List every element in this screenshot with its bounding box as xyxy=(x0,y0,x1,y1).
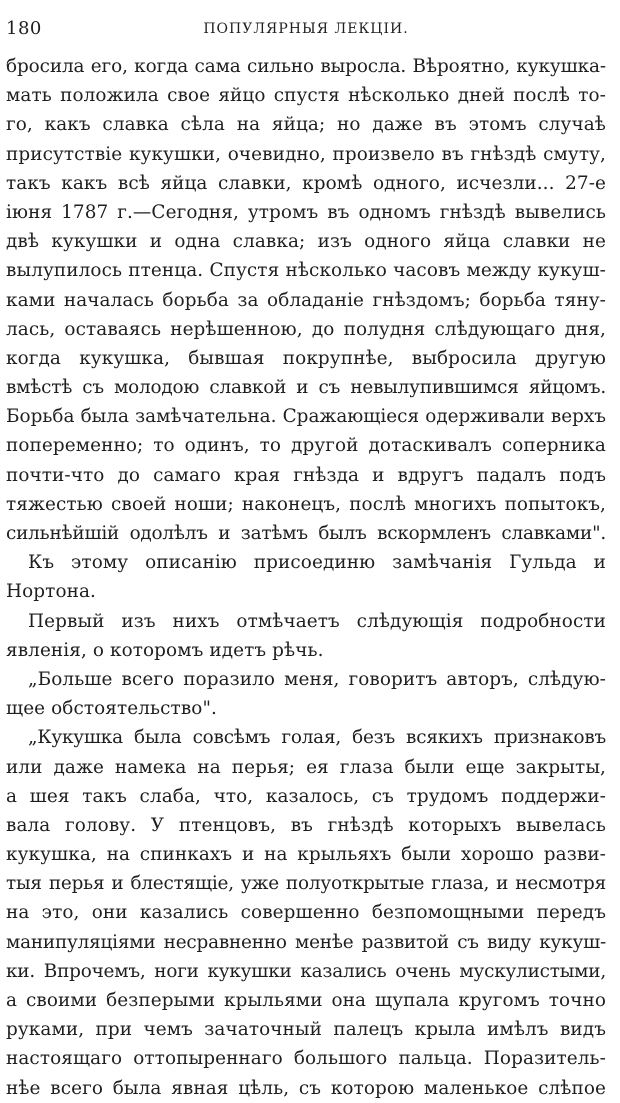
paragraph xyxy=(6,665,606,723)
text-line: манипуляціями несравненно менѣе развитой съ виду кукуш- xyxy=(6,931,606,953)
text-line: явленія, о которомъ идетъ рѣчь. xyxy=(6,639,324,661)
text-line: такъ какъ всѣ яйца славки, кромѣ одного, исчезли... 27-е xyxy=(6,172,606,194)
text-line: настоящаго оттопыреннаго большого пальца. Поразитель- xyxy=(6,1048,606,1070)
page-header xyxy=(6,16,606,46)
text-line: Къ этому описанію присоединю замѣчанія Гульда и xyxy=(28,552,606,574)
paragraph xyxy=(6,548,606,606)
paragraph xyxy=(6,52,606,548)
text-line: тяжестью своей ноши; наконецъ, послѣ многихъ попытокъ, xyxy=(6,493,606,515)
paragraph xyxy=(6,723,606,1102)
text-line: а шея такъ слаба, что, казалось, съ трудомъ поддержи- xyxy=(6,785,606,807)
text-line: вылупилось птенца. Спустя нѣсколько часовъ между кукуш- xyxy=(6,260,606,282)
text-line: присутствіе кукушки, очевидно, произвело въ гнѣздѣ смуту, xyxy=(6,143,606,165)
text-line: кукушка, на спинкахъ и на крыльяхъ были хорошо разви- xyxy=(6,844,606,866)
text-line: вмѣстѣ съ молодою славкой и съ невылупившимся яйцомъ. xyxy=(6,377,606,399)
text-line: нѣе всего была явная цѣль, съ которою маленькое слѣпое xyxy=(6,1077,606,1099)
text-line: двѣ кукушки и одна славка; изъ одного яйца славки не xyxy=(6,231,606,253)
text-line: на это, они казались совершенно безпомощными передъ xyxy=(6,902,606,924)
text-line: Первый изъ нихъ отмѣчаетъ слѣдующія подробности xyxy=(28,610,606,632)
text-line: когда кукушка, бывшая покрупнѣе, выбросила другую xyxy=(6,347,606,369)
text-line: лась, оставаясь нерѣшенною, до полудня слѣдующаго дня, xyxy=(6,318,606,340)
text-line: ками началась борьба за обладаніе гнѣздомъ; борьба тяну- xyxy=(6,289,606,311)
text-line: попеременно; то одинъ, то другой дотаскивалъ соперника xyxy=(6,435,606,457)
text-line: іюня 1787 г.—Сегодня, утромъ въ одномъ гнѣздѣ вывелись xyxy=(6,201,606,223)
text-line: Борьба была замѣчательна. Сражающіеся одерживали верхъ xyxy=(6,406,606,428)
text-line: бросила его, когда сама сильно выросла. Вѣроятно, кукушка- xyxy=(6,56,606,77)
text-line: „Кукушка была совсѣмъ голая, безъ всякихъ признаковъ xyxy=(28,727,606,749)
text-line: вала голову. У птенцовъ, въ гнѣздѣ которыхъ вывелась xyxy=(6,814,606,836)
text-line: тыя перья и блестящіе, уже полуоткрытые глаза, и несмотря xyxy=(6,873,606,895)
text-line: ки. Впрочемъ, ноги кукушки казались очень мускулистыми, xyxy=(6,960,606,982)
text-line: или даже намека на перья; ея глаза были еще закрыты, xyxy=(6,756,606,778)
text-line: почти-что до самаго края гнѣзда и вдругъ падалъ подъ xyxy=(6,464,606,486)
running-title: ПОПУЛЯРНЫЯ ЛЕКЦІИ. xyxy=(203,21,409,37)
text-line: а своими безперыми крыльями она щупала кругомъ точно xyxy=(6,990,606,1011)
paragraph xyxy=(6,607,606,665)
text-line: мать положила свое яйцо спустя нѣсколько дней послѣ то- xyxy=(6,85,606,107)
text-line: руками, при чемъ зачаточный палецъ крыла имѣлъ видъ xyxy=(6,1019,606,1041)
page-number: 180 xyxy=(6,18,42,39)
text-line: го, какъ славка сѣла на яйца; но даже въ этомъ случаѣ xyxy=(6,114,606,136)
text-line: „Больше всего поразило меня, говоритъ авторъ, слѣдую- xyxy=(28,668,606,690)
body-text xyxy=(6,52,606,1103)
text-line: Нортона. xyxy=(6,581,96,603)
text-line: сильнѣйшій одолѣлъ и затѣмъ былъ вскормленъ славками". xyxy=(6,523,606,544)
text-line: щее обстоятельство". xyxy=(6,698,217,720)
